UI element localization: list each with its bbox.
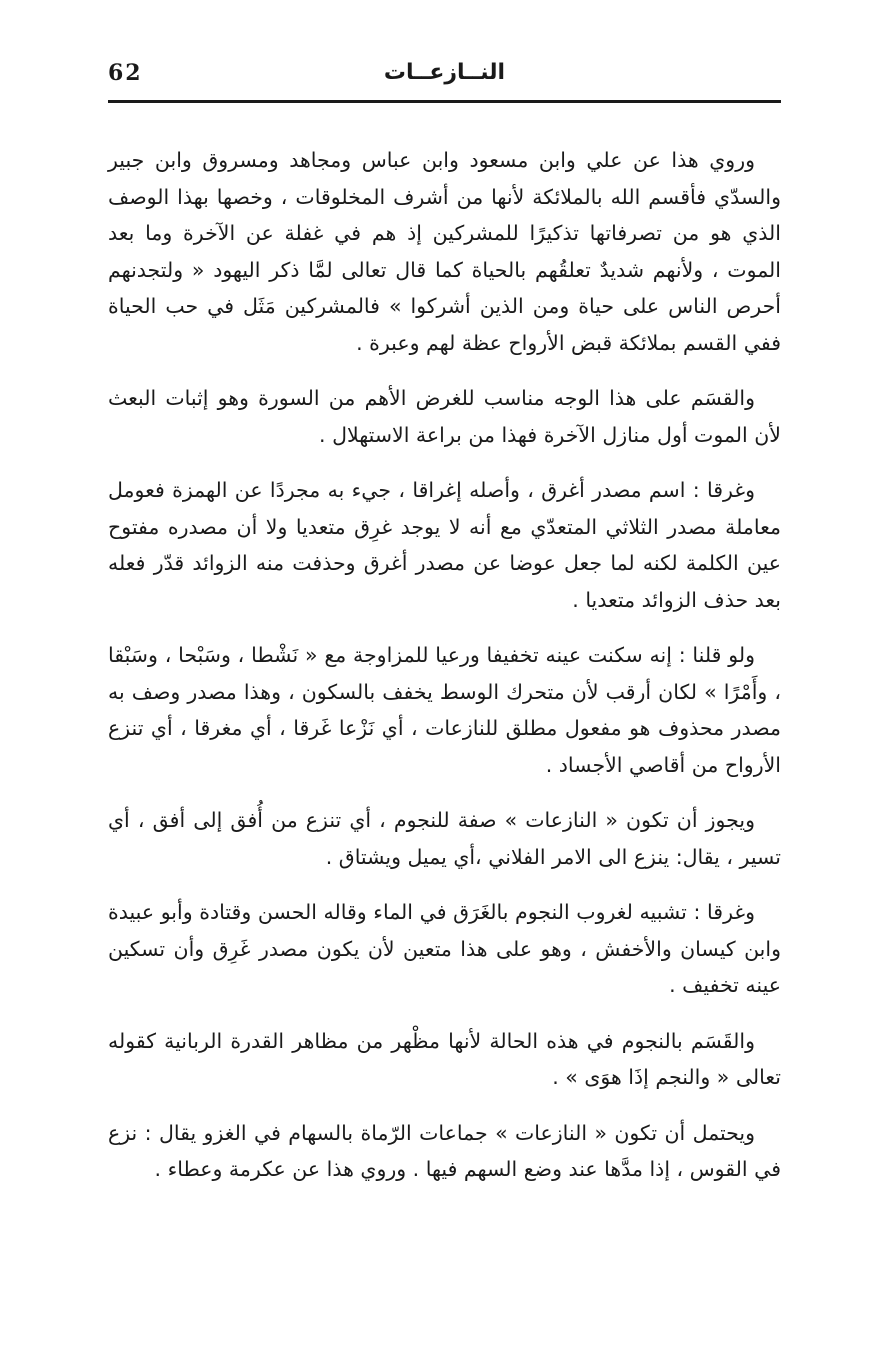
header-rule [108, 100, 781, 103]
paragraph: والقَسَم بالنجوم في هذه الحالة لأنها مظْهر من مظاهر القدرة الربانية كقوله تعالى « والنجم إذَا هوَى » . [108, 1028, 781, 1089]
paragraph: والقسَم على هذا الوجه مناسب للغرض الأهم من السورة وهو إثبات البعث لأن الموت أول منازل الآخرة فهذا من براعة الاستهلال . [108, 386, 781, 447]
page-header [108, 58, 781, 98]
paragraph: ولو قلنا : إنه سكنت عينه تخفيفا ورعيا للمزاوجة مع « نَشْطا ، وسَبْحا ، وسَبْقا ، وأَمْرًا » لكان أرقب لأن متحرك الوسط يخفف بالسكون ، وهذا مصدر وصف به مصدر محذوف هو مفعول مطلق للنازعات ، أي نَزْعا غَرقا ، أي مغرقا ، أي تنزع الأرواح من أقاصي الأجساد . [108, 643, 781, 777]
paragraph: وروي هذا عن علي وابن مسعود وابن عباس ومجاهد ومسروق وابن جبير والسدّي فأقسم الله بالملائكة لأنها من أشرف المخلوقات ، وخصها بهذا الوصف الذي هو من تصرفاتها تذكيرًا للمشركين إذ هم في غفلة عن الآخرة وما بعد الموت ، ولأنهم شديدٌ تعلقُهم بالحياة كما قال تعالى لمَّا ذكر اليهود « ولتجدنهم أحرص الناس على حياة ومن الذين أشركوا » فالمشركين مَثَل في حب الحياة ففي القسم بملائكة قبض الأرواح عظة لهم وعبرة . [108, 148, 781, 355]
paragraph: ويجوز أن تكون « النازعات » صفة للنجوم ، أي تنزع من أُفق إلى أفق ، أي تسير ، يقال: ينزع الى الامر الفلاني ،أي يميل ويشتاق . [108, 808, 781, 869]
paragraph: ويحتمل أن تكون « النازعات » جماعات الرّماة بالسهام في الغزو يقال : نزع في القوس ، إذا مدَّها عند وضع السهم فيها . وروي هذا عن عكرمة وعطاء . [108, 1120, 781, 1181]
body-text [108, 142, 781, 1207]
paragraph: وغرقا : تشبيه لغروب النجوم بالغَرَق في الماء وقاله الحسن وقتادة وأبو عبيدة وابن كيسان والأخفش ، وهو على هذا متعين لأن يكون مصدر غَرِق وأن تسكين عينه تخفيف . [108, 900, 781, 997]
page-number: 62 [108, 60, 143, 86]
paragraph: وغرقا : اسم مصدر أغرق ، وأصله إغراقا ، جيء به مجردًا عن الهمزة فعومل معاملة مصدر الثلاثي المتعدّي مع أنه لا يوجد غرِق متعديا ولا أن مصدره مفتوح عين الكلمة لكنه لما جعل عوضا عن مصدر أغرق وحذفت منه الزوائد قدّر فعله بعد حذف الزوائد متعديا . [108, 478, 781, 612]
running-title: النــازعــات [383, 60, 506, 85]
